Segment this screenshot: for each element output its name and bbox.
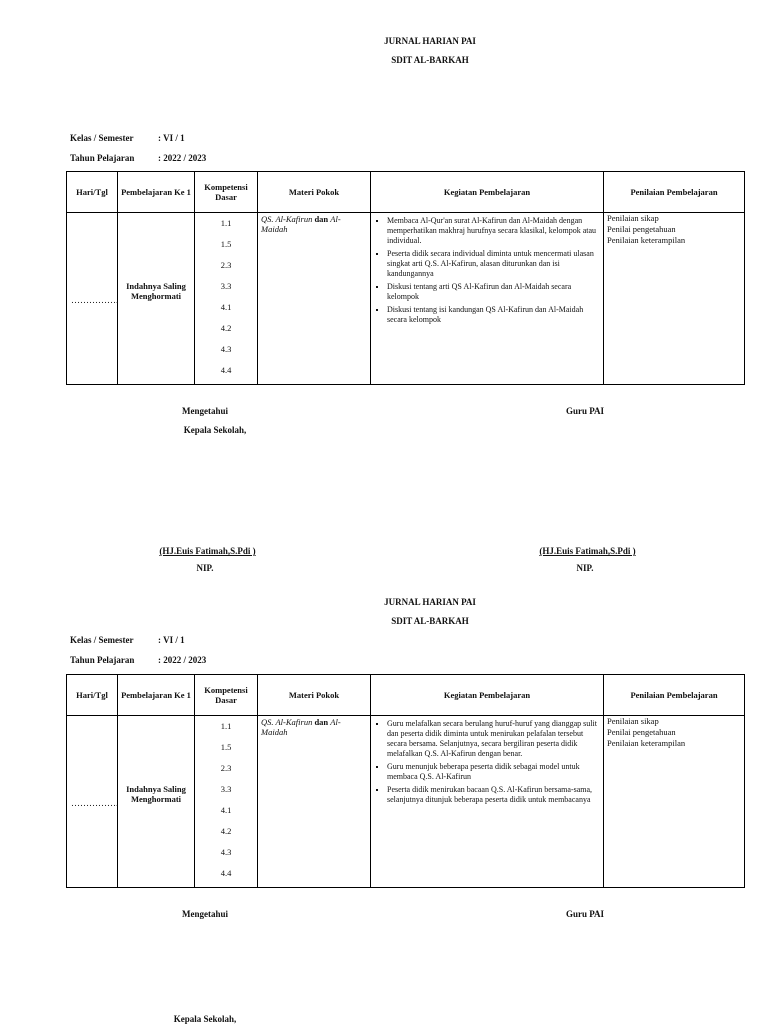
materi-surah-2: Al-Maidah bbox=[261, 214, 341, 234]
kd-item: 1.5 bbox=[220, 742, 232, 752]
hari-value: ……………. bbox=[71, 798, 119, 808]
kd-item: 4.2 bbox=[220, 323, 232, 333]
sig-1-kepala: Kepala Sekolah, bbox=[183, 425, 247, 435]
penilaian-item: Penilaian keterampilan bbox=[607, 738, 686, 748]
journal-2-tahun-value: : 2022 / 2023 bbox=[158, 655, 207, 665]
hari-cell bbox=[67, 716, 118, 888]
journal-1-school: SDIT AL-BARKAH bbox=[391, 55, 469, 65]
materi-surah-1: QS. Al-Kafirun bbox=[261, 214, 313, 224]
header-kompetensi: Kompetensi Dasar bbox=[195, 172, 258, 213]
kegiatan-item: ▪ Guru menunjuk beberapa peserta didik sebagai model untuk membaca Q.S. Al-Kafirun bbox=[387, 762, 603, 782]
kegiatan-item: ▪ Diskusi tentang isi kandungan QS Al-Kafirun dan Al-Maidah secara kelompok bbox=[387, 305, 603, 325]
sig-1-right-nip: NIP. bbox=[576, 563, 594, 573]
hari-value: ……………. bbox=[71, 295, 119, 305]
kd-item: 4.1 bbox=[220, 805, 232, 815]
penilaian-cell bbox=[604, 213, 745, 385]
topic-cell: Indahnya Saling Menghormati bbox=[118, 716, 195, 888]
journal-2-table bbox=[66, 674, 745, 888]
materi-connector: dan bbox=[312, 214, 331, 224]
journal-1-tahun-value: : 2022 / 2023 bbox=[158, 153, 207, 163]
header-hari: Hari/Tgl bbox=[67, 172, 118, 213]
materi-cell bbox=[258, 213, 371, 385]
penilaian-cell bbox=[604, 716, 745, 888]
journal-1-kelas-label: Kelas / Semester bbox=[70, 133, 134, 143]
kegiatan-cell bbox=[371, 213, 604, 385]
journal-2-school: SDIT AL-BARKAH bbox=[391, 616, 469, 626]
kegiatan-item: ▪ Peserta didik secara individual diminta untuk mencermati ulasan singkat arti Q.S. Al-Kafirun, alasan diturunkan dan isi kandungannya bbox=[387, 249, 603, 279]
kegiatan-item: ▪ Guru melafalkan secara berulang huruf-huruf yang dianggap sulit dan peserta didik diminta untuk menirukan pelafalan tersebut secara bersama. Selanjutnya, secara bergiliran peserta didik melafalkan Q.S. Al-Kafirun dengan benar. bbox=[387, 719, 603, 759]
journal-2-kelas-value: : VI / 1 bbox=[158, 635, 185, 645]
materi-cell bbox=[258, 716, 371, 888]
materi-surah-2: Al-Maidah bbox=[261, 717, 341, 737]
penilaian-item: Penilai pengetahuan bbox=[607, 727, 676, 737]
header-pembelajaran: Pembelajaran Ke 1 bbox=[118, 172, 195, 213]
penilaian-item: Penilaian keterampilan bbox=[607, 235, 686, 245]
header-kompetensi: Kompetensi Dasar bbox=[195, 675, 258, 716]
sig-1-left-nip: NIP. bbox=[196, 563, 214, 573]
journal-2-tahun-label: Tahun Pelajaran bbox=[70, 655, 135, 665]
kd-item: 3.3 bbox=[220, 281, 232, 291]
header-penilaian: Penilaian Pembelajaran bbox=[604, 675, 745, 716]
kd-item: 3.3 bbox=[220, 784, 232, 794]
kd-item: 4.3 bbox=[220, 847, 232, 857]
kegiatan-cell bbox=[371, 716, 604, 888]
header-hari: Hari/Tgl bbox=[67, 675, 118, 716]
topic-cell: Indahnya Saling Menghormati bbox=[118, 213, 195, 385]
sig-2-guru: Guru PAI bbox=[565, 909, 605, 919]
kd-item: 4.4 bbox=[220, 365, 232, 375]
kd-cell bbox=[195, 213, 258, 385]
materi-surah-1: QS. Al-Kafirun bbox=[261, 717, 313, 727]
hari-cell bbox=[67, 213, 118, 385]
kd-item: 1.5 bbox=[220, 239, 232, 249]
kegiatan-item: ▪ Diskusi tentang arti QS Al-Kafirun dan Al-Maidah secara kelompok bbox=[387, 282, 603, 302]
materi-connector: dan bbox=[312, 717, 331, 727]
kd-cell bbox=[195, 716, 258, 888]
sig-1-guru: Guru PAI bbox=[565, 406, 605, 416]
sig-2-kepala: Kepala Sekolah, bbox=[173, 1014, 237, 1024]
kd-item: 4.2 bbox=[220, 826, 232, 836]
kegiatan-item: ▪ Membaca Al-Qur'an surat Al-Kafirun dan Al-Maidah dengan memperhatikan makhraj hurufnya secara klasikal, kelompok atau individual. bbox=[387, 216, 603, 246]
penilaian-item: Penilai pengetahuan bbox=[607, 224, 676, 234]
header-materi: Materi Pokok bbox=[258, 172, 371, 213]
header-materi: Materi Pokok bbox=[258, 675, 371, 716]
penilaian-item: Penilaian sikap bbox=[607, 716, 659, 726]
header-pembelajaran: Pembelajaran Ke 1 bbox=[118, 675, 195, 716]
journal-1-kelas-value: : VI / 1 bbox=[158, 133, 185, 143]
kd-item: 1.1 bbox=[220, 218, 232, 228]
kd-item: 2.3 bbox=[220, 763, 232, 773]
header-kegiatan: Kegiatan Pembelajaran bbox=[371, 172, 604, 213]
journal-2-kelas-label: Kelas / Semester bbox=[70, 635, 134, 645]
kd-item: 2.3 bbox=[220, 260, 232, 270]
penilaian-item: Penilaian sikap bbox=[607, 213, 659, 223]
header-penilaian: Penilaian Pembelajaran bbox=[604, 172, 745, 213]
kegiatan-item: ▪ Peserta didik menirukan bacaan Q.S. Al-Kafirun bersama-sama, selanjutnya ditunjuk beberapa peserta didik untuk membacanya bbox=[387, 785, 603, 805]
kd-item: 1.1 bbox=[220, 721, 232, 731]
sig-1-left-name: (HJ.Euis Fatimah,S.Pdi ) bbox=[159, 546, 256, 556]
journal-1-title: JURNAL HARIAN PAI bbox=[384, 36, 476, 46]
kd-item: 4.4 bbox=[220, 868, 232, 878]
journal-2-title: JURNAL HARIAN PAI bbox=[384, 597, 476, 607]
sig-2-mengetahui: Mengetahui bbox=[182, 909, 228, 919]
kd-item: 4.1 bbox=[220, 302, 232, 312]
journal-1-table bbox=[66, 171, 745, 385]
kd-item: 4.3 bbox=[220, 344, 232, 354]
sig-1-mengetahui: Mengetahui bbox=[182, 406, 228, 416]
header-kegiatan: Kegiatan Pembelajaran bbox=[371, 675, 604, 716]
sig-1-right-name: (HJ.Euis Fatimah,S.Pdi ) bbox=[539, 546, 636, 556]
journal-1-tahun-label: Tahun Pelajaran bbox=[70, 153, 135, 163]
